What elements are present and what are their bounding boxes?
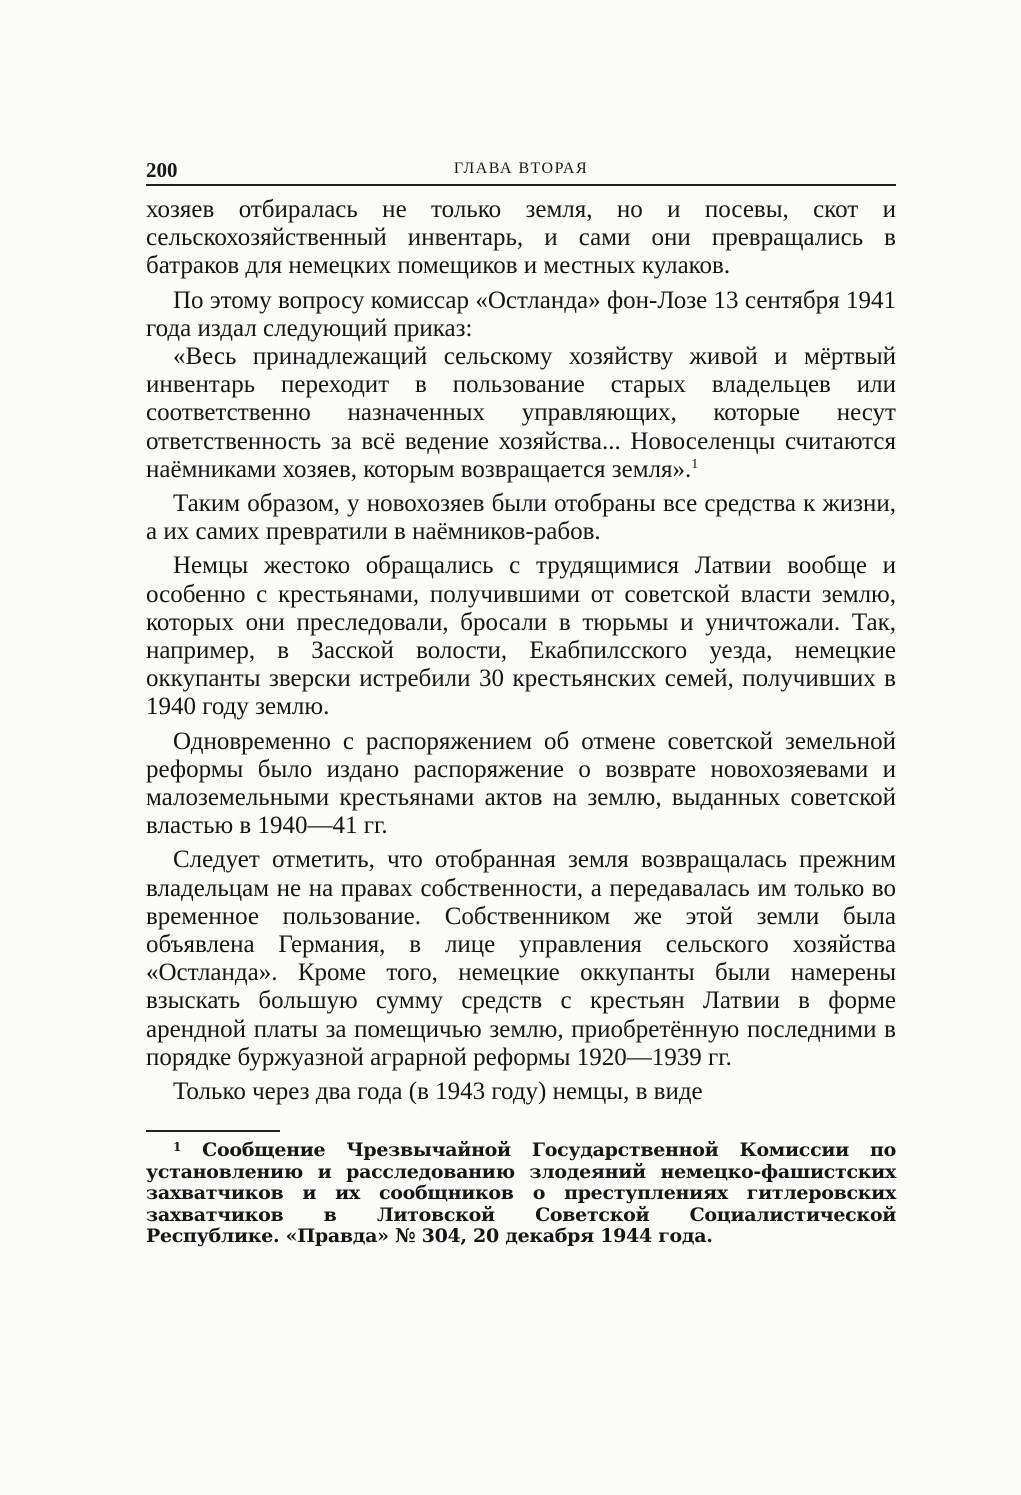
footnote-divider [146,1130,280,1132]
paragraph-6: Одновременно с распоряжением об отмене советской земельной реформы было издано распоряжение о возврате новохозяевами и малоземельными крестьянами актов на землю, выданных советской властью в 1940—41 гг. [146,727,896,840]
quoted-order-text: «Весь принадлежащий сельскому хозяйству живой и мёртвый инвентарь переходит в пользование старых владельцев или соответственно назначенных управляющих, которые несут ответственность за всё ведение хозяйства... Новоселенцы считаются наёмниками хозяев, которым возвращается земля». [146,343,896,483]
footnote [146,1140,896,1248]
chapter-title: ГЛАВА ВТОРАЯ [453,160,589,177]
footnote-text: Сообщение Чрезвычайной Государственной Комиссии по установлению и расследованию злодеяний немецко-фашистских захватчиков и их сообщников о преступлениях гитлеровских захватчиков в Литовской Советской Социалистической Республике. «Правда» № 304, 20 декабря 1944 года. [146,1139,896,1248]
footnote-mark: 1 [173,1140,182,1155]
paragraph-4: Таким образом, у новохозяев были отобраны все средства к жизни, а их самих превратили в наёмников-рабов. [146,490,896,546]
footnote-reference: 1 [691,456,699,472]
paragraph-8: Только через два года (в 1943 году) немцы, в виде [173,1078,703,1106]
paragraph-5: Немцы жестоко обращались с трудящимися Латвии вообще и особенно с крестьянами, получившими от советской власти землю, которых они преследовали, бросали в тюрьмы и уничтожали. Так, например, в Засской волости, Екабпилсского уезда, немецкие оккупанты зверски истребили 30 крестьянских семей, получивших в 1940 году землю. [146,552,896,721]
quoted-order [146,343,896,484]
book-page [146,150,896,1248]
body-text [146,196,896,1106]
page-number: 200 [146,158,178,182]
paragraph-1: хозяев отбиралась не только земля, но и посевы, скот и сельскохозяйственный инвентарь, и сами они превращались в батраков для немецких помещиков и местных кулаков. [146,196,896,280]
paragraph-2: По этому вопросу комиссар «Остланда» фон-Лозе 13 сентября 1941 года издал следующий приказ: [146,286,896,342]
page-header [146,150,896,186]
paragraph-7: Следует отметить, что отобранная земля возвращалась прежним владельцам не на правах собственности, а передавалась им только во временное пользование. Собственником же этой земли была объявлена Германия, в лице управления сельского хозяйства «Остланда». Кроме того, немецкие оккупанты были намерены взыскать большую сумму средств с крестьян Латвии в форме арендной платы за помещичью землю, приобретённую последними в порядке буржуазной аграрной реформы 1920—1939 гг. [146,846,896,1071]
